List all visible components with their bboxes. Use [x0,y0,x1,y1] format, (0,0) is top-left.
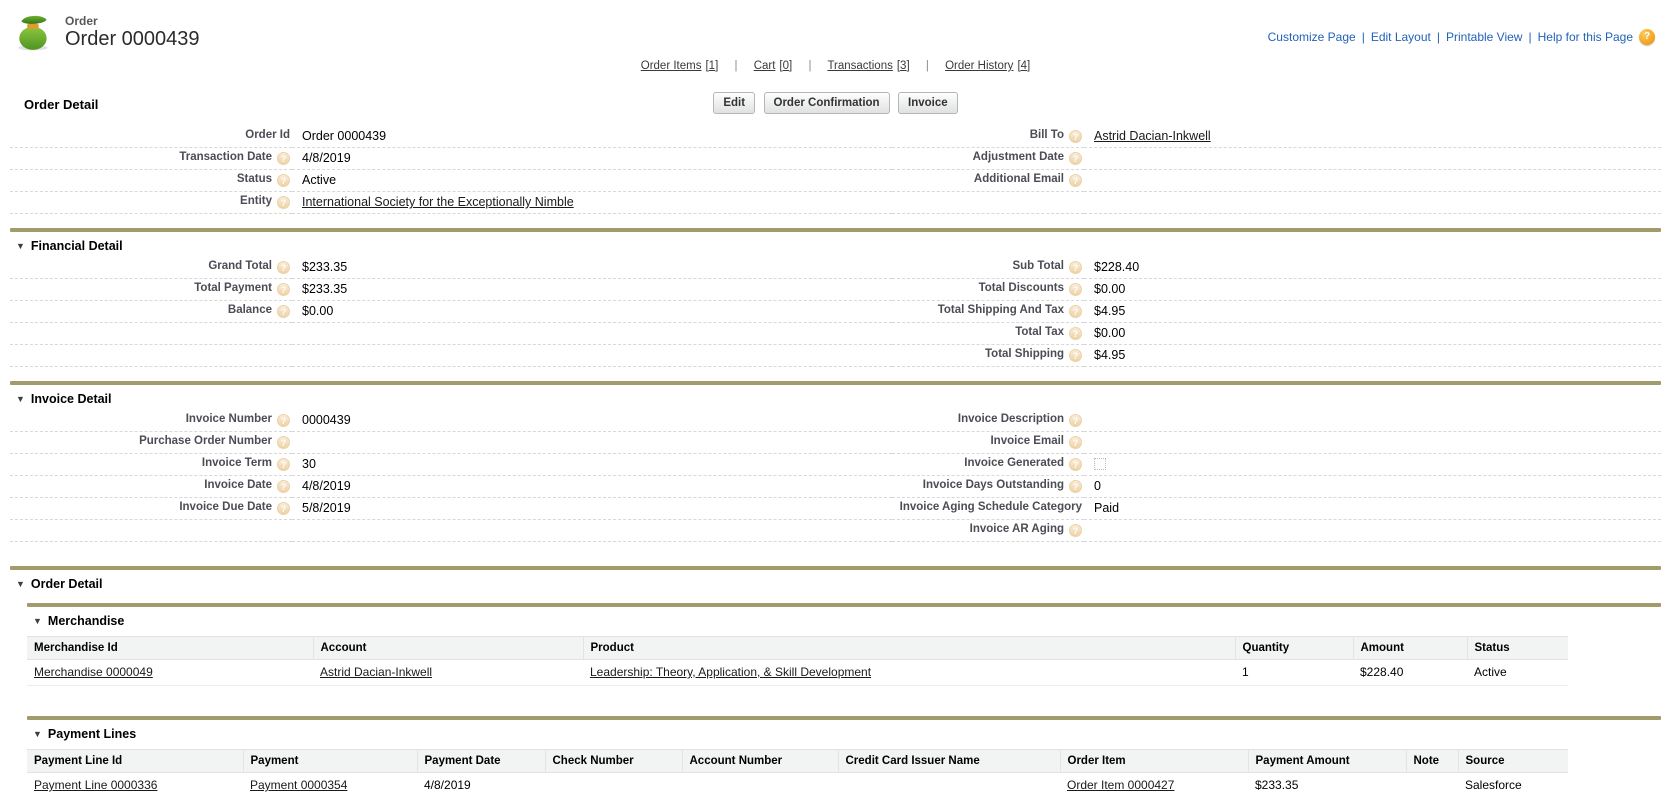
section-divider-bar [10,228,1661,232]
col-order-item: Order Item [1060,750,1248,773]
field-row [10,148,1661,170]
field-label-invoice-description: Invoice Description? [892,410,1084,432]
subsection-merchandise [27,603,1661,686]
collapse-arrow-icon[interactable] [33,729,42,739]
title-block [14,12,200,52]
shortcut-count [705,60,718,72]
collapse-arrow-icon[interactable] [16,241,25,251]
section-divider-bar [27,603,1661,607]
col-account: Account [313,637,583,660]
cell-note [1406,773,1458,798]
field-help-icon[interactable] [277,305,290,318]
field-help-icon[interactable] [1069,349,1082,362]
section-title-order-detail: Order Detail [24,97,99,112]
field-value-invoice-ar-aging [1084,520,1661,542]
table-header-row [27,750,1568,773]
empty-cell [292,323,892,345]
empty-cell [292,345,892,367]
page-title: Order 0000439 [65,28,200,50]
field-value-total-shipping-and-tax: $4.95 [1094,304,1126,318]
section-invoice-detail [10,381,1661,542]
order-object-icon [14,12,54,52]
printable-view-link[interactable]: Printable View [1445,29,1523,44]
shortcut-order-items-link[interactable]: Order Items [640,60,702,72]
shortcut-count [897,60,910,72]
cell-payment-amount: $233.35 [1248,773,1406,798]
cell-payment-date: 4/8/2019 [417,773,545,798]
section-divider-bar [10,566,1661,570]
help-icon[interactable] [1639,29,1655,45]
cell-merchandise-id [27,660,313,686]
cell-amount: $228.40 [1353,660,1467,686]
product-link[interactable]: Leadership: Theory, Application, & Skill Development [590,665,872,679]
section-divider-bar [10,381,1661,385]
field-row [10,345,1661,367]
shortcut-order-history [945,60,1030,72]
field-value-status: Active [302,173,337,187]
col-amount: Amount [1353,637,1467,660]
field-label-bill-to: Bill To? [892,126,1084,148]
separator [1528,30,1531,44]
edit-button[interactable]: Edit [713,92,755,114]
field-help-icon[interactable] [1069,436,1082,449]
col-quantity: Quantity [1235,637,1353,660]
field-help-icon[interactable] [277,261,290,274]
field-value-invoice-generated [1084,454,1661,476]
col-credit-card-issuer-name: Credit Card Issuer Name [838,750,1060,773]
field-label-entity: Entity? [10,192,292,214]
field-row [10,520,1661,542]
merchandise-table [27,636,1568,686]
separator [926,60,929,72]
section-divider-bar [27,716,1661,720]
field-help-icon[interactable] [1069,283,1082,296]
field-row [10,170,1661,192]
field-label-adjustment-date: Adjustment Date? [892,148,1084,170]
account-link[interactable]: Astrid Dacian-Inkwell [320,665,433,679]
field-help-icon[interactable] [277,458,290,471]
order-item-link[interactable]: Order Item 0000427 [1067,778,1175,792]
page-header [0,0,1671,52]
shortcut-transactions-count[interactable]: 3 [900,60,907,72]
col-account-number: Account Number [682,750,838,773]
field-value-grand-total: $233.35 [302,260,348,274]
field-help-icon[interactable] [277,196,290,209]
collapse-arrow-icon[interactable] [33,616,42,626]
section-header-order-detail[interactable]: ▼ Order Detail [10,570,102,593]
field-label-total-shipping-and-tax: Total Shipping And Tax? [892,301,1084,323]
cell-credit-card-issuer-name [838,773,1060,798]
field-help-icon[interactable] [277,502,290,515]
col-payment: Payment [243,750,417,773]
field-value-transaction-date: 4/8/2019 [302,151,351,165]
payment-lines-table [27,749,1568,798]
field-label-total-tax: Total Tax? [892,323,1084,345]
cell-quantity: 1 [1235,660,1353,686]
field-label-total-shipping: Total Shipping? [892,345,1084,367]
field-help-icon[interactable] [1069,130,1082,143]
shortcut-order-history-count[interactable]: 4 [1020,60,1028,72]
field-label-invoice-aging-schedule-category: Invoice Aging Schedule Category [899,501,1082,513]
empty-cell [10,520,292,542]
page-tools [1268,12,1655,52]
field-label-order-id: Order Id [245,129,290,141]
help-for-page-link[interactable]: Help for this Page [1537,29,1633,44]
field-label-invoice-date: Invoice Date? [10,476,292,498]
field-row [10,257,1661,279]
payment-link[interactable]: Payment 0000354 [250,778,348,792]
table-header-row [27,637,1568,660]
empty-cell [10,323,292,345]
invoice-generated-checkbox-unchecked [1094,458,1106,470]
payment-line-link[interactable]: Payment Line 0000336 [34,778,158,792]
field-help-icon[interactable] [1069,305,1082,318]
collapse-arrow-icon[interactable] [16,394,25,404]
field-value-invoice-term: 30 [302,457,316,471]
title-text [65,12,200,52]
col-payment-date: Payment Date [417,750,545,773]
field-value-balance: $0.00 [302,304,334,318]
shortcut-count [779,60,792,72]
field-label-sub-total: Sub Total? [892,257,1084,279]
field-label-invoice-number: Invoice Number? [10,410,292,432]
detail-header [0,92,1671,118]
field-value-invoice-date: 4/8/2019 [302,479,351,493]
field-label-grand-total: Grand Total? [10,257,292,279]
col-product: Product [583,637,1235,660]
field-value-adjustment-date [1084,148,1661,170]
field-help-icon[interactable] [277,436,290,449]
field-help-icon[interactable] [277,152,290,165]
field-value-total-tax: $0.00 [1094,326,1126,340]
field-value-invoice-aging-schedule-category: Paid [1094,501,1120,515]
field-value-bill-to [1084,126,1661,148]
col-merchandise-id: Merchandise Id [27,637,313,660]
col-source: Source [1458,750,1568,773]
shortcut-transactions-link[interactable]: Transactions [827,60,893,72]
field-value-sub-total: $228.40 [1094,260,1140,274]
merchandise-link[interactable]: Merchandise 0000049 [34,665,153,679]
shortcut-transactions [827,60,909,72]
field-help-icon[interactable] [277,174,290,187]
col-payment-amount: Payment Amount [1248,750,1406,773]
field-help-icon[interactable] [277,414,290,427]
field-label-total-discounts: Total Discounts? [892,279,1084,301]
field-value-purchase-order-number [292,432,892,454]
field-help-icon[interactable] [1069,480,1082,493]
section-financial-detail [10,228,1661,367]
shortcut-cart-count[interactable]: 0 [782,60,790,72]
field-label-invoice-email: Invoice Email? [892,432,1084,454]
cell-check-number [545,773,682,798]
empty-cell [892,192,1084,214]
field-value-invoice-days-outstanding: 0 [1094,479,1101,493]
field-row [10,498,1661,520]
field-row [10,432,1661,454]
invoice-fields [10,410,1661,542]
separator [734,60,737,72]
col-check-number: Check Number [545,750,682,773]
field-help-icon[interactable] [1069,524,1082,537]
shortcut-order-items [641,60,719,72]
field-label-invoice-generated: Invoice Generated? [892,454,1084,476]
action-buttons [0,92,1671,114]
field-label-invoice-due-date: Invoice Due Date? [10,498,292,520]
collapse-arrow-icon[interactable] [16,579,25,589]
field-value-invoice-description [1084,410,1661,432]
separator [808,60,811,72]
section-header-merchandise[interactable]: ▼ Merchandise [27,607,124,630]
field-label-balance: Balance? [10,301,292,323]
cell-source: Salesforce [1458,773,1568,798]
financial-fields [10,257,1661,367]
field-help-icon[interactable] [1069,152,1082,165]
cell-account [313,660,583,686]
shortcut-order-history-link[interactable]: Order History [945,60,1014,72]
field-label-purchase-order-number: Purchase Order Number? [10,432,292,454]
field-row [10,301,1661,323]
empty-cell [10,345,292,367]
field-value-total-shipping: $4.95 [1094,348,1126,362]
field-row [10,454,1661,476]
field-row [10,323,1661,345]
cell-order-item [1060,773,1248,798]
field-help-icon[interactable] [1069,327,1082,340]
entity-link[interactable]: International Society for the Exceptionally Nimble [302,195,574,209]
field-value-invoice-email [1084,432,1661,454]
shortcut-count [1017,60,1030,72]
field-help-icon[interactable] [277,480,290,493]
separator [1437,30,1440,44]
field-help-icon[interactable] [1069,458,1082,471]
table-row [27,660,1568,686]
shortcut-cart-link[interactable]: Cart [753,60,776,72]
field-row [10,279,1661,301]
bill-to-link[interactable]: Astrid Dacian-Inkwell [1094,129,1211,143]
field-help-icon[interactable] [1069,261,1082,274]
subsection-payment-lines [27,716,1661,798]
edit-layout-link[interactable]: Edit Layout [1370,29,1431,44]
cell-payment-line-id [27,773,243,798]
field-label-additional-email: Additional Email? [892,170,1084,192]
invoice-button[interactable]: Invoice [898,92,958,114]
field-value-total-discounts: $0.00 [1094,282,1126,296]
order-info-fields [10,126,1661,214]
section-header-payment-lines[interactable]: ▼ Payment Lines [27,720,136,743]
field-label-total-payment: Total Payment? [10,279,292,301]
field-help-icon[interactable] [1069,174,1082,187]
field-value-invoice-number: 0000439 [302,413,351,427]
shortcut-cart [754,60,793,72]
field-label-status: Status? [10,170,292,192]
section-header-financial[interactable]: ▼ Financial Detail [10,232,123,255]
table-row [27,773,1568,798]
order-confirmation-button[interactable]: Order Confirmation [764,92,890,114]
section-order-detail-lists [10,566,1661,798]
cell-product [583,660,1235,686]
field-label-invoice-ar-aging: Invoice AR Aging? [892,520,1084,542]
field-row [10,126,1661,148]
object-type-label: Order [65,14,98,28]
field-value-entity [292,192,892,214]
field-row [10,192,1661,214]
related-list-shortcuts [0,60,1671,72]
field-value-total-payment: $233.35 [302,282,348,296]
field-value-order-id: Order 0000439 [302,129,387,143]
field-row [10,410,1661,432]
col-payment-line-id: Payment Line Id [27,750,243,773]
field-help-icon[interactable] [1069,414,1082,427]
cell-status: Active [1467,660,1568,686]
empty-cell [1084,192,1661,214]
field-label-transaction-date: Transaction Date? [10,148,292,170]
cell-account-number [682,773,838,798]
field-value-invoice-due-date: 5/8/2019 [302,501,351,515]
field-help-icon[interactable] [277,283,290,296]
field-row [10,476,1661,498]
section-header-invoice[interactable]: ▼ Invoice Detail [10,385,112,408]
cell-payment [243,773,417,798]
empty-cell [292,520,892,542]
col-note: Note [1406,750,1458,773]
field-label-invoice-days-outstanding: Invoice Days Outstanding? [892,476,1084,498]
customize-page-link[interactable]: Customize Page [1267,29,1356,44]
col-status: Status [1467,637,1568,660]
field-value-additional-email [1084,170,1661,192]
separator [1362,30,1365,44]
shortcut-order-items-count[interactable]: 1 [708,60,716,72]
field-label-invoice-term: Invoice Term? [10,454,292,476]
